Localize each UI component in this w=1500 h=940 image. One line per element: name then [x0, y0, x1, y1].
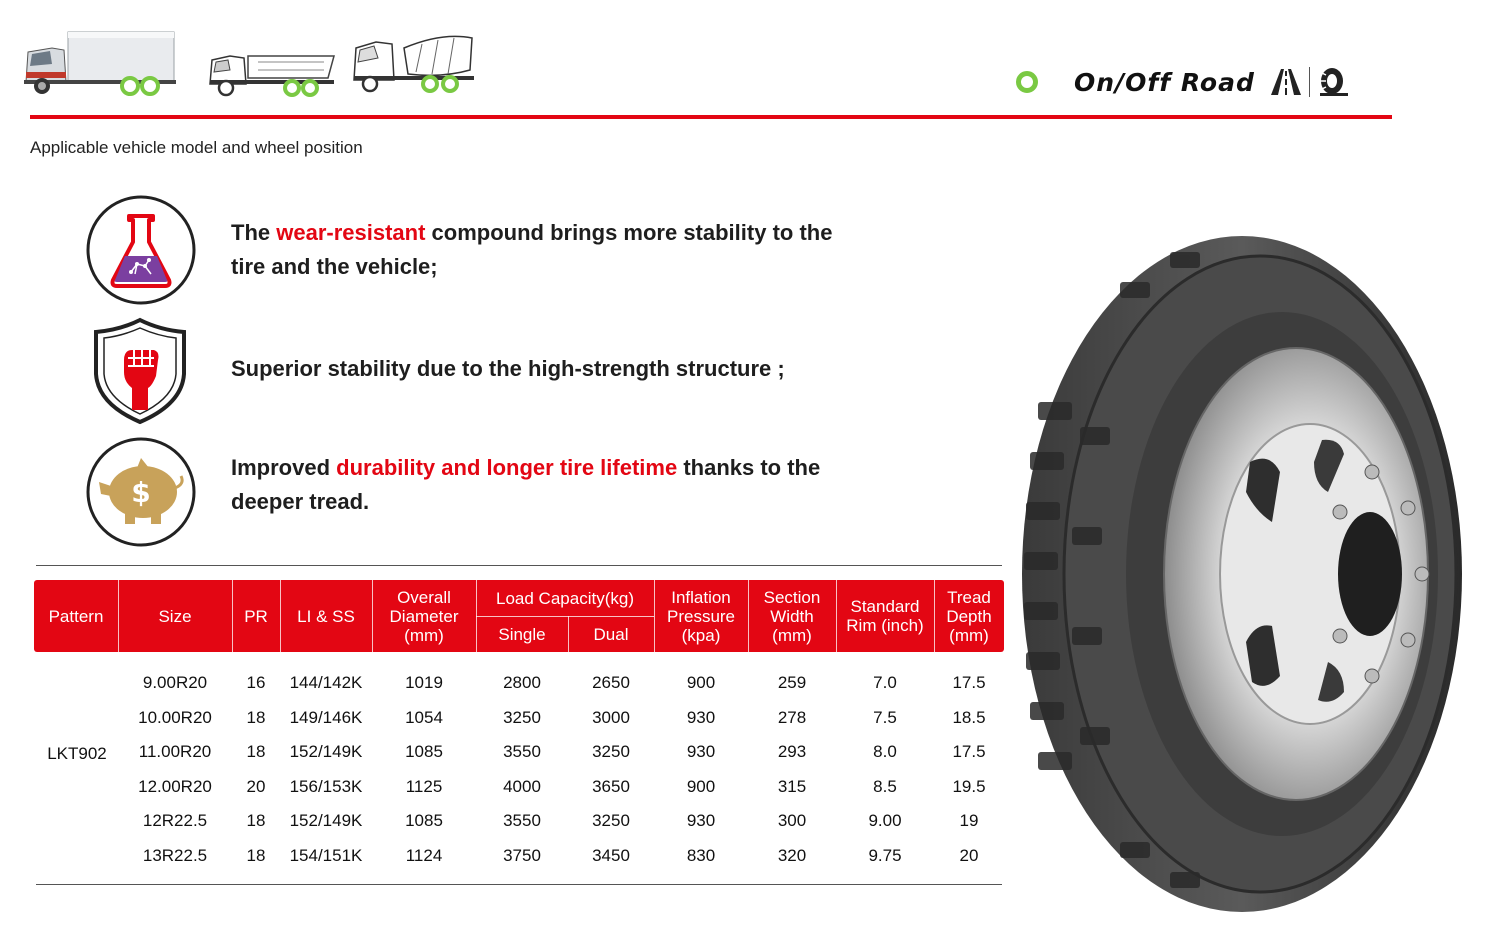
piggy-bank-dollar-icon [85, 436, 197, 548]
shield-fist-icon [90, 316, 190, 426]
header-size: Size [158, 606, 192, 626]
cell-pressure: 930 [686, 707, 716, 727]
cell-section-width: 315 [777, 776, 807, 796]
cell-rim: 7.0 [873, 673, 897, 692]
cell-pr: 16 [246, 673, 266, 692]
cell-tread-depth: 20 [959, 845, 979, 865]
feature-3-text-before: Improved [231, 455, 337, 480]
cell-single: 3550 [503, 742, 541, 761]
cell-pressure: 900 [686, 673, 716, 692]
cell-single: 3250 [503, 707, 541, 727]
cell-pr: 18 [246, 707, 266, 727]
feature-2-text-before: Superior stability due to the high-strength structure ; [231, 356, 785, 381]
cell-li-ss: 154/151K [289, 845, 363, 865]
cell-size: 11.00R20 [138, 742, 212, 761]
pattern-name: LKT902 [47, 744, 107, 763]
cell-single: 3750 [503, 845, 541, 865]
cell-pressure: 930 [686, 742, 716, 761]
header-single: Single [498, 624, 546, 644]
feature-1-text-before: The [231, 220, 277, 245]
cell-section-width: 293 [777, 742, 807, 761]
cell-li-ss: 144/142K [289, 673, 363, 692]
cell-tread-depth: 19.5 [952, 776, 986, 796]
cell-rim: 9.00 [868, 811, 902, 830]
cell-diameter: 1054 [405, 707, 443, 727]
truck-tire-image [1010, 222, 1490, 922]
cell-dual: 3000 [592, 707, 630, 727]
cell-tread-depth: 17.5 [952, 742, 986, 761]
cell-pressure: 830 [686, 845, 716, 865]
cell-size: 13R22.5 [142, 845, 208, 865]
dump-truck-icon [208, 40, 338, 98]
cell-li-ss: 149/146K [289, 707, 363, 727]
cell-dual: 3650 [592, 776, 630, 796]
table-top-rule [36, 565, 1002, 566]
cell-rim: 9.75 [868, 845, 902, 865]
cell-pressure: 930 [686, 811, 716, 830]
cell-dual: 3250 [592, 811, 630, 830]
cell-li-ss: 156/153K [289, 776, 363, 796]
header-overall-diameter: Overall Diameter (mm) [389, 587, 459, 645]
feature-1-text-after: compound brings more stability to the tire and the vehicle; [231, 220, 833, 279]
header-dual: Dual [593, 624, 629, 644]
section-label: Applicable vehicle model and wheel position [30, 138, 363, 157]
cell-diameter: 1124 [405, 845, 443, 865]
header-tread-depth: Tread Depth (mm) [946, 587, 992, 645]
cell-tread-depth: 19 [959, 811, 979, 830]
cell-diameter: 1085 [405, 811, 443, 830]
cell-diameter: 1019 [405, 673, 443, 692]
cell-dual: 3450 [592, 845, 630, 865]
cell-single: 2800 [503, 673, 541, 692]
tire-tread-icon [1316, 67, 1350, 97]
feature-1-highlight: wear-resistant [276, 220, 426, 245]
header-divider [30, 115, 1392, 119]
box-truck-icon [22, 28, 178, 96]
vehicle-icons [22, 28, 482, 100]
header-pattern: Pattern [48, 606, 104, 626]
cell-dual: 3250 [592, 742, 630, 761]
header-standard-rim: Standard Rim (inch) [846, 597, 924, 635]
cell-tread-depth: 18.5 [952, 707, 986, 727]
cell-tread-depth: 17.5 [952, 673, 986, 692]
road-type-icons [1269, 67, 1350, 97]
feature-3-text-after: thanks to the deeper tread. [231, 455, 821, 514]
header-section-width: Section Width (mm) [763, 587, 821, 645]
feature-3-text [231, 451, 871, 519]
cell-section-width: 320 [777, 845, 807, 865]
feature-1-text [231, 216, 871, 284]
road-type-label: On/Off Road [1074, 67, 1255, 97]
table-bottom-rule [36, 884, 1002, 885]
cell-rim: 8.0 [873, 742, 897, 761]
flask-compound-icon [85, 194, 197, 306]
cell-size: 10.00R20 [138, 707, 212, 727]
road-type-indicator-icon [1016, 71, 1038, 93]
feature-2-text [231, 352, 871, 386]
cell-size: 12.00R20 [138, 776, 212, 796]
road-type [1016, 62, 1350, 102]
header-load-capacity: Load Capacity(kg) [496, 588, 634, 608]
cell-single: 3550 [503, 811, 541, 830]
table-header [34, 580, 1004, 652]
cell-section-width: 278 [777, 707, 807, 727]
cell-li-ss: 152/149K [289, 811, 363, 830]
cell-single: 4000 [503, 776, 541, 796]
divider [1309, 67, 1310, 97]
highway-icon [1269, 67, 1303, 97]
svg-text:$: $ [131, 476, 151, 509]
cell-pr: 18 [246, 811, 266, 830]
cell-diameter: 1125 [405, 776, 443, 796]
cell-size: 12R22.5 [142, 811, 208, 830]
cell-pr: 20 [246, 776, 266, 796]
feature-3-highlight: durability and longer tire lifetime [336, 455, 678, 480]
cell-rim: 8.5 [873, 776, 897, 796]
cell-pr: 18 [246, 742, 266, 761]
cell-pressure: 900 [686, 776, 716, 796]
cell-rim: 7.5 [873, 707, 897, 727]
header-inflation-pressure: Inflation Pressure (kpa) [666, 587, 736, 645]
cell-section-width: 259 [777, 673, 807, 692]
header-li-ss: LI & SS [297, 606, 355, 626]
header-pr: PR [244, 606, 268, 626]
cell-dual: 2650 [592, 673, 630, 692]
cell-section-width: 300 [777, 811, 807, 830]
cement-mixer-truck-icon [352, 28, 478, 96]
cell-pr: 18 [246, 845, 266, 865]
cell-size: 9.00R20 [142, 673, 208, 692]
cell-li-ss: 152/149K [289, 742, 363, 761]
cell-diameter: 1085 [405, 742, 443, 761]
